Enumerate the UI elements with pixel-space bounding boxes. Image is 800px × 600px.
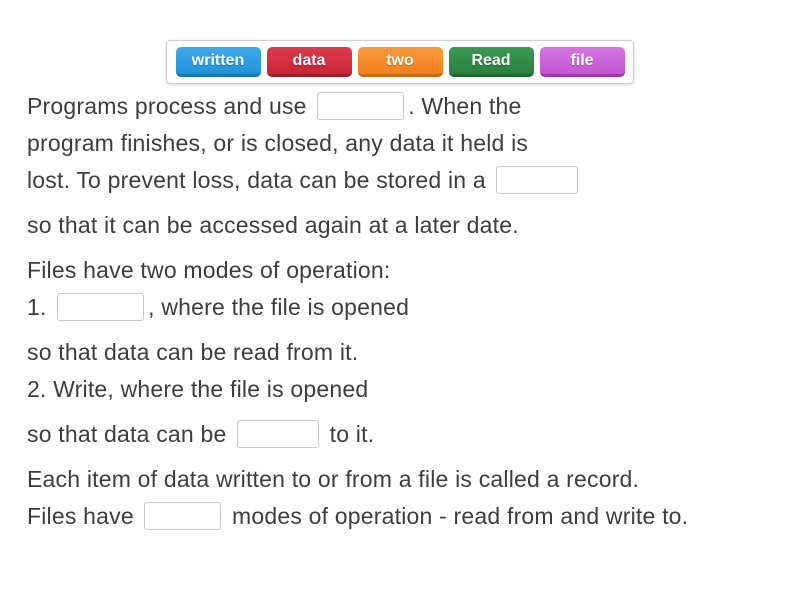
passage-text: , where the file is opened — [148, 294, 410, 320]
word-bank — [166, 40, 634, 84]
passage-text: Programs process and use — [27, 93, 314, 119]
passage-text: so that it can be accessed again at a later date. — [27, 212, 519, 238]
passage-line — [27, 334, 785, 371]
activity-page — [0, 40, 800, 600]
passage-text: Each item of data written to or from a file is called a record. — [27, 466, 640, 492]
word-chip-file[interactable]: file — [540, 47, 625, 77]
passage-block — [27, 461, 785, 535]
passage-line — [27, 252, 785, 289]
passage-line — [27, 416, 785, 453]
passage-text: program finishes, or is closed, any data it held is — [27, 130, 529, 156]
word-chip-data[interactable]: data — [267, 47, 352, 77]
passage-line — [27, 162, 785, 199]
passage-block — [27, 207, 785, 244]
passage-text: 2. Write, where the file is opened — [27, 376, 369, 402]
passage-block — [27, 334, 785, 408]
passage-text: Files have — [27, 503, 141, 529]
passage-text: Files have two modes of operation: — [27, 257, 391, 283]
passage-line — [27, 125, 785, 162]
passage-text: 1. — [27, 294, 54, 320]
answer-blank[interactable] — [237, 420, 319, 448]
passage-text: lost. To prevent loss, data can be stored in a — [27, 167, 493, 193]
passage-text: so that data can be read from it. — [27, 339, 359, 365]
passage-line — [27, 88, 785, 125]
passage-block — [27, 416, 785, 453]
passage-block — [27, 88, 785, 199]
passage-line — [27, 289, 785, 326]
passage-line — [27, 371, 785, 408]
word-chip-written[interactable]: written — [176, 47, 261, 77]
passage-line — [27, 461, 785, 498]
answer-blank[interactable] — [317, 92, 404, 120]
passage-block — [27, 252, 785, 326]
answer-blank[interactable] — [57, 293, 144, 321]
passage — [0, 84, 800, 535]
passage-line — [27, 498, 785, 535]
passage-text: so that data can be — [27, 421, 234, 447]
passage-line — [27, 207, 785, 244]
word-chip-read[interactable]: Read — [449, 47, 534, 77]
passage-text: to it. — [323, 421, 375, 447]
passage-text: . When the — [408, 93, 522, 119]
passage-text: modes of operation - read from and write to. — [225, 503, 689, 529]
answer-blank[interactable] — [144, 502, 221, 530]
word-chip-two[interactable]: two — [358, 47, 443, 77]
answer-blank[interactable] — [496, 166, 578, 194]
